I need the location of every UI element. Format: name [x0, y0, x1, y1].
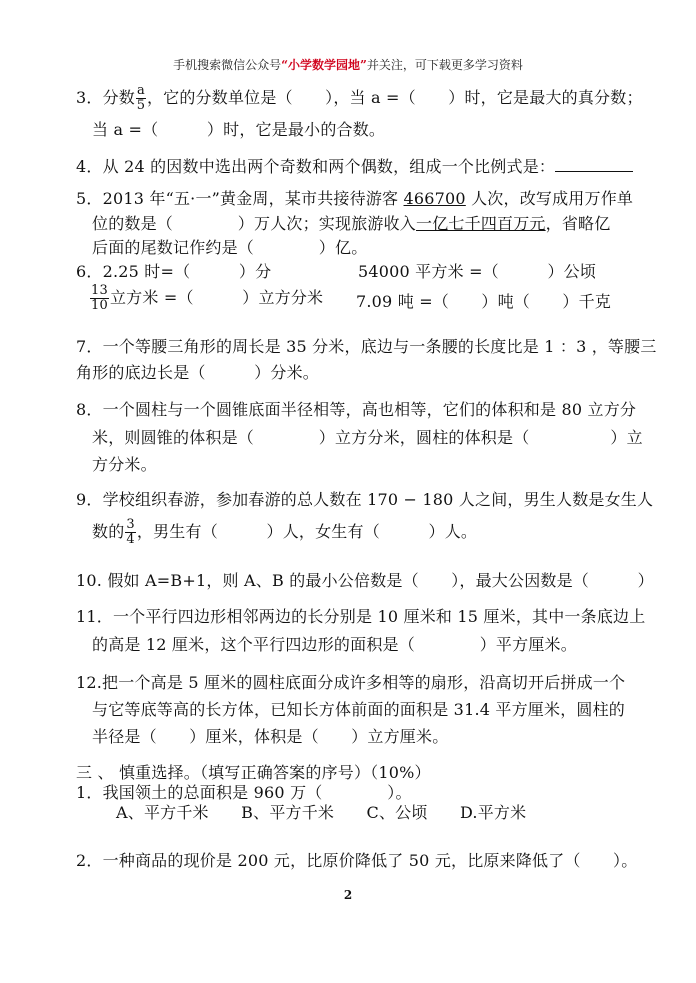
- q5-line-1: [76, 189, 633, 209]
- q6-frac-den: 10: [91, 298, 108, 313]
- q9-text-b2: ，男生有（ ）人，女生有（ ）人。: [136, 522, 478, 541]
- q12-line-3: 半径是（ ）厘米，体积是（ ）立方厘米。: [92, 727, 449, 746]
- q4-answer-blank[interactable]: [555, 155, 633, 172]
- choice-1-options: A、平方千米 B、平方千米 C、公顷 D.平方米: [116, 803, 527, 822]
- section-3-title: 三 、 慎重选择。（填写正确答案的序号）（10%）: [76, 763, 431, 782]
- q3-line-1: [76, 84, 643, 113]
- q3-line-2: 当 a =（ ）时，它是最小的合数。: [92, 120, 386, 139]
- q3-text-a: 3．分数: [76, 88, 135, 107]
- q10-line: 10. 假如 A=B+1，则 A、B 的最小公倍数是（ ），最大公因数是（ ）: [76, 571, 654, 590]
- q6-frac-num: 13: [91, 283, 108, 298]
- q3-text-b: ，它的分数单位是（ ），当 a =（ ）时，它是最大的真分数；: [146, 88, 643, 107]
- q5-text-a: 5．2013 年“五·一”黄金周，某市共接待游客: [76, 189, 404, 208]
- q6-line-2b: 7.09 吨 =（ ）吨（ ）千克: [356, 292, 612, 311]
- q9-frac-num: 3: [126, 517, 135, 532]
- header-suffix: 并关注，可下载更多学习资料: [366, 58, 523, 72]
- q8-line-3: 方分米。: [92, 455, 157, 474]
- q7-line-2: 角形的底边长是（ ）分米。: [76, 363, 320, 382]
- header-prefix: 手机搜索微信公众号: [173, 58, 282, 72]
- q9-line-1: 9．学校组织春游，参加春游的总人数在 170 − 180 人之间，男生人数是女生人: [76, 490, 654, 509]
- header-brand: “小学数学园地”: [281, 58, 367, 72]
- q11-line-1: 11．一个平行四边形相邻两边的长分别是 10 厘米和 15 厘米，其中一条底边上: [76, 607, 646, 626]
- q4-text: 4．从 24 的因数中选出两个奇数和两个偶数，组成一个比例式是：: [76, 157, 556, 176]
- q8-line-2: 米，则圆锥的体积是（ ）立方分米，圆柱的体积是（ ）立: [92, 428, 643, 447]
- q3-fraction: [136, 84, 146, 113]
- q12-line-2: 与它等底等高的长方体，已知长方体前面的面积是 31.4 平方厘米，圆柱的: [92, 700, 625, 719]
- page-header: [0, 56, 696, 73]
- q12-line-1: 12.把一个高是 5 厘米的圆柱底面分成许多相等的扇形，沿高切开后拼成一个: [76, 673, 626, 692]
- q4-line: [76, 155, 633, 177]
- q11-line-2: 的高是 12 厘米，这个平行四边形的面积是（ ）平方厘米。: [92, 635, 577, 654]
- choice-2-question: 2．一种商品的现价是 200 元，比原价降低了 50 元，比原来降低了（ ）。: [76, 851, 638, 870]
- q5-line-3: 后面的尾数记作约是（ ）亿。: [92, 238, 368, 257]
- q9-fraction: [125, 518, 135, 547]
- q6-line-2: [90, 284, 323, 313]
- q6-text-b1: 立方米 =（ ）立方分米: [109, 288, 324, 307]
- q5-text-b: 位的数是（ ）万人次；实现旅游收入: [92, 214, 417, 233]
- q3-frac-den: 5: [136, 98, 146, 113]
- q9-line-2: [92, 518, 477, 547]
- q8-line-1: 8．一个圆柱与一个圆锥底面半径相等，高也相等，它们的体积和是 80 立方分: [76, 400, 637, 419]
- choice-1-question: 1．我国领土的总面积是 960 万（ ）。: [76, 783, 412, 802]
- q6-fraction: [90, 284, 109, 313]
- q5-underlined-number: 466700: [403, 189, 466, 208]
- q5-text-a2: 人次，改写成用万作单: [465, 189, 634, 208]
- q7-line-1: 7．一个等腰三角形的周长是 35 分米，底边与一条腰的长度比是 1 ：3 ，等腰三: [76, 337, 657, 356]
- q3-frac-num: a: [136, 83, 145, 98]
- q6-line-1b: 54000 平方米 =（ ）公顷: [358, 262, 597, 281]
- q5-underlined-amount: 一亿七千四百万元: [416, 214, 546, 233]
- page-number: 2: [343, 888, 353, 902]
- q6-line-1a: 6．2.25 时=（ ）分: [76, 262, 272, 281]
- q5-line-2: [92, 214, 610, 234]
- q9-frac-den: 4: [126, 532, 135, 547]
- q9-text-b1: 数的: [92, 522, 125, 541]
- q5-text-b2: ，省略亿: [545, 214, 611, 233]
